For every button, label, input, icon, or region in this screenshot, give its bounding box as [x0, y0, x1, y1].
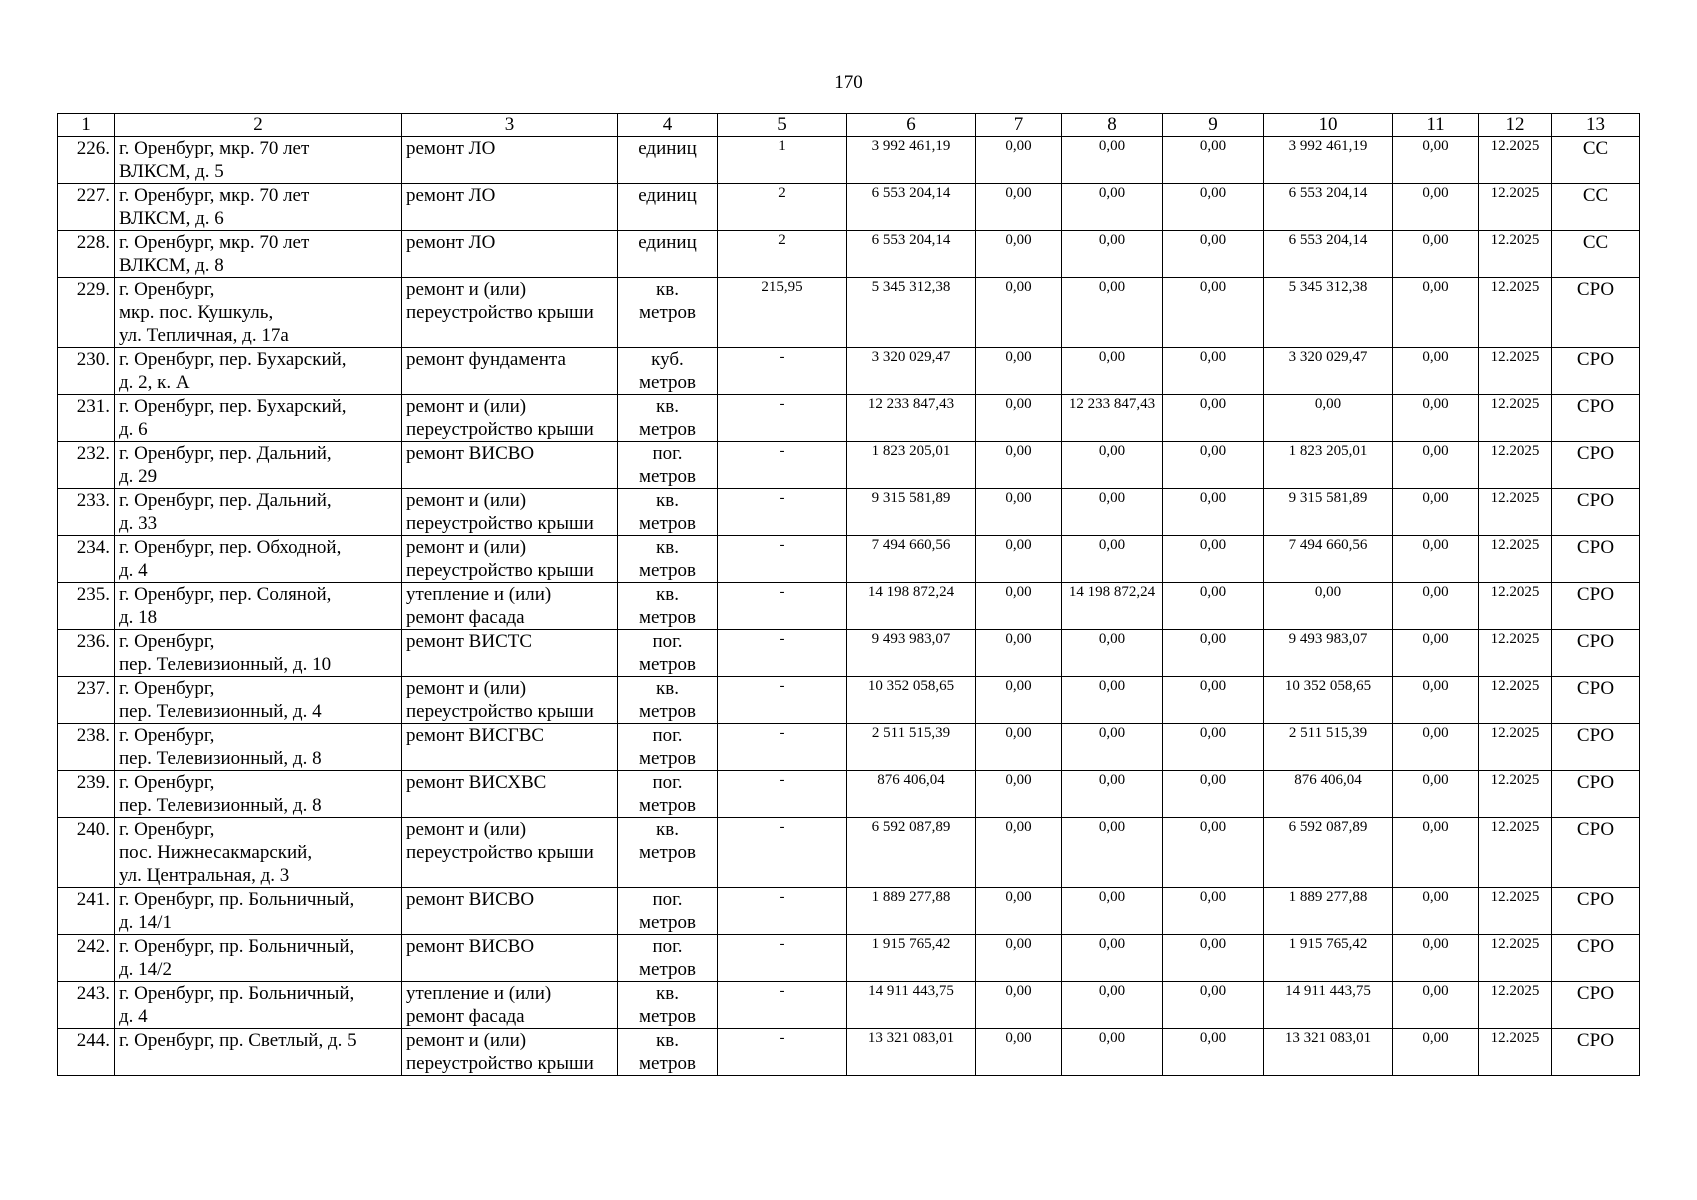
fund-cell-9: 0,00 [1163, 231, 1264, 278]
column-header-13: 13 [1552, 114, 1640, 137]
total-cost-cell: 3 320 029,47 [847, 348, 976, 395]
column-header-1: 1 [58, 114, 115, 137]
fund-cell-8: 0,00 [1062, 724, 1163, 771]
address-cell: г. Оренбург, мкр. 70 лет ВЛКСМ, д. 6 [115, 184, 402, 231]
fund-cell-9: 0,00 [1163, 348, 1264, 395]
row-number: 236. [58, 630, 115, 677]
fund-cell-9: 0,00 [1163, 888, 1264, 935]
column-header-5: 5 [718, 114, 847, 137]
registry-table [57, 113, 1640, 1076]
fund-cell-9: 0,00 [1163, 536, 1264, 583]
fund-cell-7: 0,00 [976, 724, 1062, 771]
fund-cell-8: 12 233 847,43 [1062, 395, 1163, 442]
row-number: 240. [58, 818, 115, 888]
column-header-12: 12 [1479, 114, 1552, 137]
fund-cell-11: 0,00 [1393, 771, 1479, 818]
method-cell: СРО [1552, 348, 1640, 395]
table-row [58, 442, 1640, 489]
quantity-cell: - [718, 982, 847, 1029]
table-row [58, 1029, 1640, 1076]
date-cell: 12.2025 [1479, 630, 1552, 677]
work-type-cell: ремонт ЛО [402, 231, 618, 278]
fund-cell-7: 0,00 [976, 935, 1062, 982]
date-cell: 12.2025 [1479, 395, 1552, 442]
unit-cell: кв. метров [618, 1029, 718, 1076]
row-number: 235. [58, 583, 115, 630]
date-cell: 12.2025 [1479, 888, 1552, 935]
fund-cell-8: 0,00 [1062, 982, 1163, 1029]
column-header-2: 2 [115, 114, 402, 137]
unit-cell: кв. метров [618, 278, 718, 348]
table-row [58, 935, 1640, 982]
fund-cell-9: 0,00 [1163, 1029, 1264, 1076]
address-cell: г. Оренбург, пер. Соляной, д. 18 [115, 583, 402, 630]
fund-cell-10: 3 320 029,47 [1264, 348, 1393, 395]
fund-cell-8: 14 198 872,24 [1062, 583, 1163, 630]
fund-cell-11: 0,00 [1393, 724, 1479, 771]
fund-cell-10: 876 406,04 [1264, 771, 1393, 818]
date-cell: 12.2025 [1479, 536, 1552, 583]
table-row [58, 278, 1640, 348]
fund-cell-7: 0,00 [976, 888, 1062, 935]
fund-cell-11: 0,00 [1393, 1029, 1479, 1076]
quantity-cell: - [718, 935, 847, 982]
address-cell: г. Оренбург, пер. Бухарский, д. 6 [115, 395, 402, 442]
work-type-cell: утепление и (или) ремонт фасада [402, 583, 618, 630]
fund-cell-7: 0,00 [976, 536, 1062, 583]
work-type-cell: ремонт и (или) переустройство крыши [402, 395, 618, 442]
table-row [58, 137, 1640, 184]
fund-cell-10: 0,00 [1264, 395, 1393, 442]
fund-cell-11: 0,00 [1393, 536, 1479, 583]
fund-cell-8: 0,00 [1062, 1029, 1163, 1076]
method-cell: СРО [1552, 1029, 1640, 1076]
unit-cell: пог. метров [618, 888, 718, 935]
address-cell: г. Оренбург, пер. Телевизионный, д. 4 [115, 677, 402, 724]
work-type-cell: ремонт и (или) переустройство крыши [402, 818, 618, 888]
fund-cell-8: 0,00 [1062, 935, 1163, 982]
fund-cell-8: 0,00 [1062, 771, 1163, 818]
work-type-cell: ремонт и (или) переустройство крыши [402, 489, 618, 536]
fund-cell-10: 14 911 443,75 [1264, 982, 1393, 1029]
fund-cell-10: 9 315 581,89 [1264, 489, 1393, 536]
table-row [58, 184, 1640, 231]
method-cell: СРО [1552, 536, 1640, 583]
page-number: 170 [834, 72, 863, 93]
date-cell: 12.2025 [1479, 724, 1552, 771]
fund-cell-11: 0,00 [1393, 278, 1479, 348]
work-type-cell: ремонт и (или) переустройство крыши [402, 536, 618, 583]
table-row [58, 536, 1640, 583]
fund-cell-8: 0,00 [1062, 442, 1163, 489]
fund-cell-10: 2 511 515,39 [1264, 724, 1393, 771]
method-cell: СРО [1552, 442, 1640, 489]
quantity-cell: 1 [718, 137, 847, 184]
address-cell: г. Оренбург, пр. Светлый, д. 5 [115, 1029, 402, 1076]
unit-cell: пог. метров [618, 724, 718, 771]
work-type-cell: ремонт ВИСВО [402, 888, 618, 935]
column-header-10: 10 [1264, 114, 1393, 137]
quantity-cell: 215,95 [718, 278, 847, 348]
fund-cell-10: 6 553 204,14 [1264, 231, 1393, 278]
address-cell: г. Оренбург, пер. Бухарский, д. 2, к. А [115, 348, 402, 395]
table-row [58, 583, 1640, 630]
total-cost-cell: 6 553 204,14 [847, 231, 976, 278]
total-cost-cell: 6 553 204,14 [847, 184, 976, 231]
column-header-3: 3 [402, 114, 618, 137]
date-cell: 12.2025 [1479, 982, 1552, 1029]
total-cost-cell: 3 992 461,19 [847, 137, 976, 184]
address-cell: г. Оренбург, мкр. пос. Кушкуль, ул. Тепличная, д. 17а [115, 278, 402, 348]
work-type-cell: ремонт и (или) переустройство крыши [402, 677, 618, 724]
address-cell: г. Оренбург, пер. Телевизионный, д. 8 [115, 771, 402, 818]
date-cell: 12.2025 [1479, 348, 1552, 395]
address-cell: г. Оренбург, мкр. 70 лет ВЛКСМ, д. 8 [115, 231, 402, 278]
method-cell: СРО [1552, 630, 1640, 677]
date-cell: 12.2025 [1479, 184, 1552, 231]
date-cell: 12.2025 [1479, 818, 1552, 888]
method-cell: СРО [1552, 677, 1640, 724]
fund-cell-9: 0,00 [1163, 489, 1264, 536]
fund-cell-8: 0,00 [1062, 278, 1163, 348]
table-row [58, 724, 1640, 771]
date-cell: 12.2025 [1479, 935, 1552, 982]
method-cell: СРО [1552, 278, 1640, 348]
fund-cell-9: 0,00 [1163, 442, 1264, 489]
fund-cell-9: 0,00 [1163, 184, 1264, 231]
fund-cell-9: 0,00 [1163, 583, 1264, 630]
work-type-cell: ремонт фундамента [402, 348, 618, 395]
row-number: 243. [58, 982, 115, 1029]
fund-cell-10: 6 553 204,14 [1264, 184, 1393, 231]
date-cell: 12.2025 [1479, 489, 1552, 536]
fund-cell-7: 0,00 [976, 677, 1062, 724]
work-type-cell: утепление и (или) ремонт фасада [402, 982, 618, 1029]
method-cell: СС [1552, 231, 1640, 278]
fund-cell-8: 0,00 [1062, 630, 1163, 677]
total-cost-cell: 1 889 277,88 [847, 888, 976, 935]
table-row [58, 818, 1640, 888]
fund-cell-11: 0,00 [1393, 630, 1479, 677]
quantity-cell: - [718, 489, 847, 536]
column-header-4: 4 [618, 114, 718, 137]
row-number: 226. [58, 137, 115, 184]
row-number: 241. [58, 888, 115, 935]
address-cell: г. Оренбург, пер. Обходной, д. 4 [115, 536, 402, 583]
row-number: 230. [58, 348, 115, 395]
column-header-11: 11 [1393, 114, 1479, 137]
unit-cell: единиц [618, 184, 718, 231]
row-number: 242. [58, 935, 115, 982]
fund-cell-7: 0,00 [976, 395, 1062, 442]
method-cell: СРО [1552, 888, 1640, 935]
fund-cell-11: 0,00 [1393, 982, 1479, 1029]
fund-cell-10: 1 889 277,88 [1264, 888, 1393, 935]
fund-cell-10: 1 915 765,42 [1264, 935, 1393, 982]
fund-cell-8: 0,00 [1062, 888, 1163, 935]
total-cost-cell: 2 511 515,39 [847, 724, 976, 771]
date-cell: 12.2025 [1479, 442, 1552, 489]
unit-cell: кв. метров [618, 818, 718, 888]
column-header-8: 8 [1062, 114, 1163, 137]
fund-cell-11: 0,00 [1393, 137, 1479, 184]
fund-cell-7: 0,00 [976, 818, 1062, 888]
fund-cell-11: 0,00 [1393, 489, 1479, 536]
quantity-cell: 2 [718, 184, 847, 231]
fund-cell-11: 0,00 [1393, 677, 1479, 724]
work-type-cell: ремонт и (или) переустройство крыши [402, 1029, 618, 1076]
address-cell: г. Оренбург, пер. Дальний, д. 33 [115, 489, 402, 536]
total-cost-cell: 6 592 087,89 [847, 818, 976, 888]
table-row [58, 231, 1640, 278]
address-cell: г. Оренбург, пер. Телевизионный, д. 10 [115, 630, 402, 677]
method-cell: СРО [1552, 935, 1640, 982]
date-cell: 12.2025 [1479, 771, 1552, 818]
fund-cell-7: 0,00 [976, 278, 1062, 348]
fund-cell-11: 0,00 [1393, 395, 1479, 442]
total-cost-cell: 9 315 581,89 [847, 489, 976, 536]
column-header-6: 6 [847, 114, 976, 137]
method-cell: СРО [1552, 982, 1640, 1029]
fund-cell-9: 0,00 [1163, 677, 1264, 724]
date-cell: 12.2025 [1479, 677, 1552, 724]
row-number: 228. [58, 231, 115, 278]
fund-cell-10: 10 352 058,65 [1264, 677, 1393, 724]
fund-cell-8: 0,00 [1062, 536, 1163, 583]
total-cost-cell: 9 493 983,07 [847, 630, 976, 677]
row-number: 237. [58, 677, 115, 724]
fund-cell-11: 0,00 [1393, 935, 1479, 982]
column-header-9: 9 [1163, 114, 1264, 137]
row-number: 231. [58, 395, 115, 442]
total-cost-cell: 1 823 205,01 [847, 442, 976, 489]
fund-cell-11: 0,00 [1393, 231, 1479, 278]
work-type-cell: ремонт ЛО [402, 184, 618, 231]
fund-cell-7: 0,00 [976, 771, 1062, 818]
work-type-cell: ремонт ВИСТС [402, 630, 618, 677]
quantity-cell: - [718, 630, 847, 677]
unit-cell: единиц [618, 231, 718, 278]
address-cell: г. Оренбург, пос. Нижнесакмарский, ул. Центральная, д. 3 [115, 818, 402, 888]
total-cost-cell: 1 915 765,42 [847, 935, 976, 982]
fund-cell-11: 0,00 [1393, 348, 1479, 395]
fund-cell-11: 0,00 [1393, 888, 1479, 935]
date-cell: 12.2025 [1479, 1029, 1552, 1076]
quantity-cell: - [718, 1029, 847, 1076]
address-cell: г. Оренбург, пр. Больничный, д. 14/2 [115, 935, 402, 982]
fund-cell-10: 7 494 660,56 [1264, 536, 1393, 583]
total-cost-cell: 7 494 660,56 [847, 536, 976, 583]
row-number: 233. [58, 489, 115, 536]
unit-cell: пог. метров [618, 630, 718, 677]
quantity-cell: - [718, 442, 847, 489]
fund-cell-7: 0,00 [976, 630, 1062, 677]
address-cell: г. Оренбург, пр. Больничный, д. 4 [115, 982, 402, 1029]
unit-cell: пог. метров [618, 935, 718, 982]
table-row [58, 489, 1640, 536]
fund-cell-9: 0,00 [1163, 395, 1264, 442]
fund-cell-9: 0,00 [1163, 982, 1264, 1029]
total-cost-cell: 14 911 443,75 [847, 982, 976, 1029]
fund-cell-11: 0,00 [1393, 818, 1479, 888]
header-row [58, 114, 1640, 137]
fund-cell-10: 13 321 083,01 [1264, 1029, 1393, 1076]
total-cost-cell: 13 321 083,01 [847, 1029, 976, 1076]
quantity-cell: - [718, 583, 847, 630]
method-cell: СРО [1552, 818, 1640, 888]
work-type-cell: ремонт и (или) переустройство крыши [402, 278, 618, 348]
method-cell: СРО [1552, 583, 1640, 630]
quantity-cell: - [718, 348, 847, 395]
total-cost-cell: 12 233 847,43 [847, 395, 976, 442]
row-number: 239. [58, 771, 115, 818]
fund-cell-9: 0,00 [1163, 818, 1264, 888]
total-cost-cell: 876 406,04 [847, 771, 976, 818]
row-number: 234. [58, 536, 115, 583]
row-number: 227. [58, 184, 115, 231]
fund-cell-8: 0,00 [1062, 489, 1163, 536]
total-cost-cell: 10 352 058,65 [847, 677, 976, 724]
row-number: 229. [58, 278, 115, 348]
table-row [58, 888, 1640, 935]
fund-cell-8: 0,00 [1062, 818, 1163, 888]
table-body [58, 137, 1640, 1076]
fund-cell-9: 0,00 [1163, 935, 1264, 982]
fund-cell-9: 0,00 [1163, 278, 1264, 348]
fund-cell-11: 0,00 [1393, 583, 1479, 630]
row-number: 238. [58, 724, 115, 771]
row-number: 232. [58, 442, 115, 489]
unit-cell: пог. метров [618, 442, 718, 489]
quantity-cell: - [718, 818, 847, 888]
fund-cell-7: 0,00 [976, 231, 1062, 278]
table-row [58, 630, 1640, 677]
work-type-cell: ремонт ВИСВО [402, 442, 618, 489]
date-cell: 12.2025 [1479, 583, 1552, 630]
quantity-cell: - [718, 771, 847, 818]
fund-cell-7: 0,00 [976, 583, 1062, 630]
unit-cell: кв. метров [618, 982, 718, 1029]
unit-cell: кв. метров [618, 536, 718, 583]
unit-cell: кв. метров [618, 395, 718, 442]
row-number: 244. [58, 1029, 115, 1076]
total-cost-cell: 14 198 872,24 [847, 583, 976, 630]
unit-cell: кв. метров [618, 677, 718, 724]
quantity-cell: - [718, 724, 847, 771]
date-cell: 12.2025 [1479, 137, 1552, 184]
address-cell: г. Оренбург, пр. Больничный, д. 14/1 [115, 888, 402, 935]
unit-cell: кв. метров [618, 583, 718, 630]
fund-cell-8: 0,00 [1062, 137, 1163, 184]
fund-cell-8: 0,00 [1062, 231, 1163, 278]
unit-cell: куб. метров [618, 348, 718, 395]
quantity-cell: - [718, 536, 847, 583]
date-cell: 12.2025 [1479, 231, 1552, 278]
fund-cell-9: 0,00 [1163, 724, 1264, 771]
work-type-cell: ремонт ВИСХВС [402, 771, 618, 818]
fund-cell-10: 1 823 205,01 [1264, 442, 1393, 489]
fund-cell-9: 0,00 [1163, 137, 1264, 184]
quantity-cell: 2 [718, 231, 847, 278]
total-cost-cell: 5 345 312,38 [847, 278, 976, 348]
method-cell: СРО [1552, 489, 1640, 536]
fund-cell-8: 0,00 [1062, 677, 1163, 724]
date-cell: 12.2025 [1479, 278, 1552, 348]
table-row [58, 395, 1640, 442]
table-row [58, 348, 1640, 395]
fund-cell-10: 0,00 [1264, 583, 1393, 630]
fund-cell-7: 0,00 [976, 982, 1062, 1029]
work-type-cell: ремонт ВИСГВС [402, 724, 618, 771]
table-row [58, 982, 1640, 1029]
fund-cell-7: 0,00 [976, 137, 1062, 184]
method-cell: СРО [1552, 771, 1640, 818]
address-cell: г. Оренбург, мкр. 70 лет ВЛКСМ, д. 5 [115, 137, 402, 184]
fund-cell-11: 0,00 [1393, 184, 1479, 231]
fund-cell-7: 0,00 [976, 489, 1062, 536]
fund-cell-7: 0,00 [976, 442, 1062, 489]
unit-cell: кв. метров [618, 489, 718, 536]
address-cell: г. Оренбург, пер. Дальний, д. 29 [115, 442, 402, 489]
fund-cell-7: 0,00 [976, 184, 1062, 231]
fund-cell-9: 0,00 [1163, 630, 1264, 677]
quantity-cell: - [718, 677, 847, 724]
method-cell: СС [1552, 137, 1640, 184]
table-row [58, 677, 1640, 724]
fund-cell-7: 0,00 [976, 1029, 1062, 1076]
work-type-cell: ремонт ЛО [402, 137, 618, 184]
fund-cell-10: 3 992 461,19 [1264, 137, 1393, 184]
fund-cell-7: 0,00 [976, 348, 1062, 395]
unit-cell: единиц [618, 137, 718, 184]
quantity-cell: - [718, 395, 847, 442]
fund-cell-10: 6 592 087,89 [1264, 818, 1393, 888]
quantity-cell: - [718, 888, 847, 935]
table-row [58, 771, 1640, 818]
fund-cell-9: 0,00 [1163, 771, 1264, 818]
fund-cell-11: 0,00 [1393, 442, 1479, 489]
method-cell: СРО [1552, 724, 1640, 771]
address-cell: г. Оренбург, пер. Телевизионный, д. 8 [115, 724, 402, 771]
unit-cell: пог. метров [618, 771, 718, 818]
method-cell: СС [1552, 184, 1640, 231]
fund-cell-10: 9 493 983,07 [1264, 630, 1393, 677]
fund-cell-10: 5 345 312,38 [1264, 278, 1393, 348]
method-cell: СРО [1552, 395, 1640, 442]
work-type-cell: ремонт ВИСВО [402, 935, 618, 982]
fund-cell-8: 0,00 [1062, 348, 1163, 395]
fund-cell-8: 0,00 [1062, 184, 1163, 231]
column-header-7: 7 [976, 114, 1062, 137]
